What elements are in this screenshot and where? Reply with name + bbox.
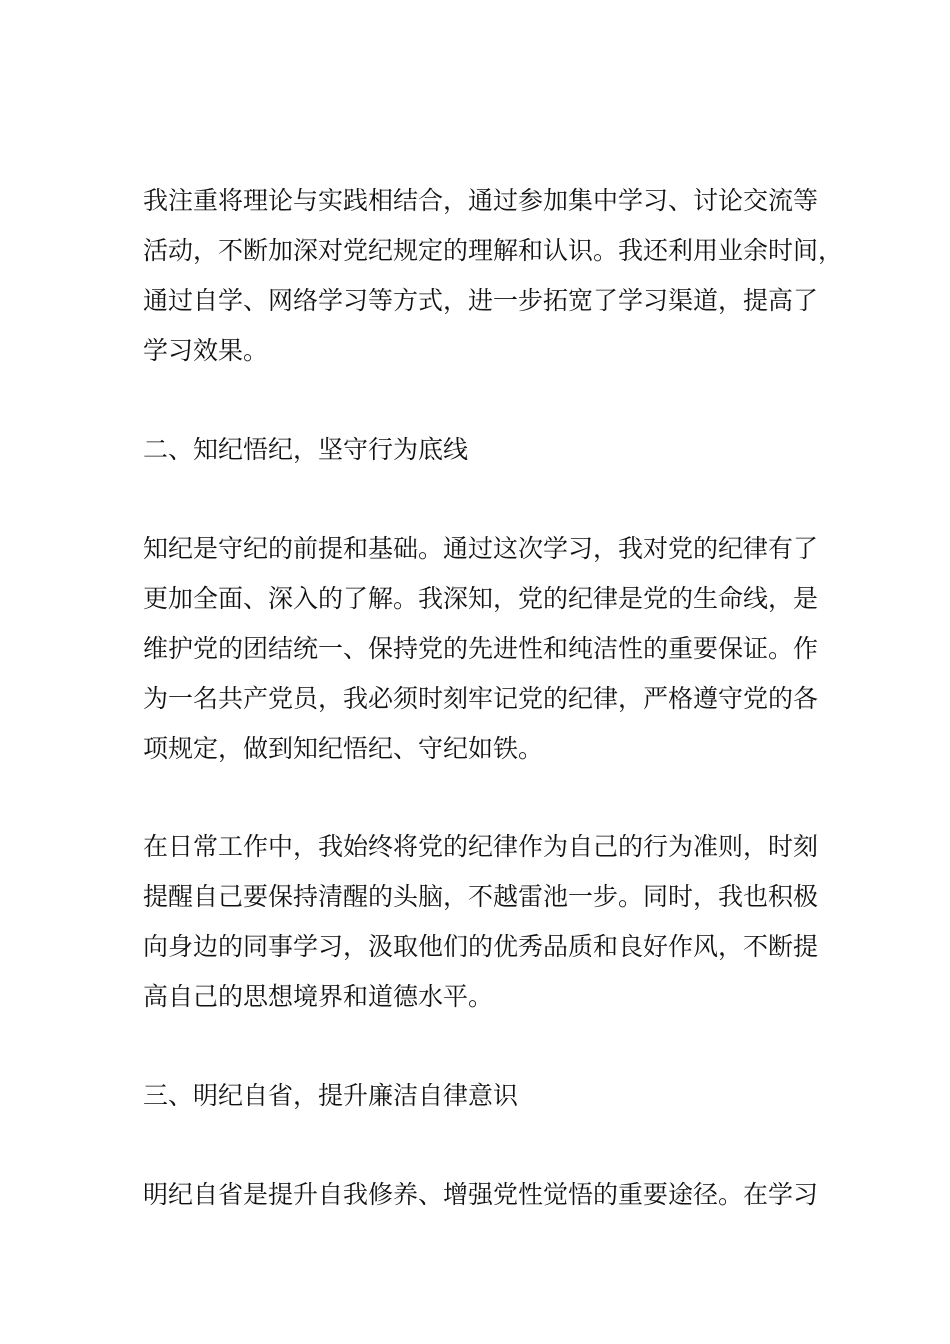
section-heading-2: 二、知纪悟纪，坚守行为底线 (143, 435, 469, 464)
paragraph-1-line-2: 活动，不断加深对党纪规定的理解和认识。我还利用业余时间， (143, 236, 844, 265)
section-heading-3: 三、明纪自省，提升廉洁自律意识 (143, 1081, 519, 1110)
paragraph-2-line-1: 知纪是守纪的前提和基础。通过这次学习，我对党的纪律有了 (143, 534, 819, 563)
paragraph-2-line-3: 维护党的团结统一、保持党的先进性和纯洁性的重要保证。作 (143, 634, 819, 663)
paragraph-2-line-2: 更加全面、深入的了解。我深知，党的纪律是党的生命线，是 (143, 584, 819, 613)
paragraph-1-line-3: 通过自学、网络学习等方式，进一步拓宽了学习渠道，提高了 (143, 286, 819, 315)
paragraph-3-line-4: 高自己的思想境界和道德水平。 (143, 982, 494, 1011)
paragraph-3-line-3: 向身边的同事学习，汲取他们的优秀品质和良好作风，不断提 (143, 932, 819, 961)
paragraph-3-line-1: 在日常工作中，我始终将党的纪律作为自己的行为准则，时刻 (143, 832, 819, 861)
paragraph-1-line-1: 我注重将理论与实践相结合，通过参加集中学习、讨论交流等 (143, 186, 819, 215)
paragraph-1-line-4: 学习效果。 (143, 336, 269, 365)
paragraph-3-line-2: 提醒自己要保持清醒的头脑，不越雷池一步。同时，我也积极 (143, 882, 819, 911)
paragraph-4-line-1: 明纪自省是提升自我修养、增强党性觉悟的重要途径。在学习 (143, 1180, 819, 1209)
paragraph-2-line-4: 为一名共产党员，我必须时刻牢记党的纪律，严格遵守党的各 (143, 684, 819, 713)
paragraph-2-line-5: 项规定，做到知纪悟纪、守纪如铁。 (143, 734, 544, 763)
